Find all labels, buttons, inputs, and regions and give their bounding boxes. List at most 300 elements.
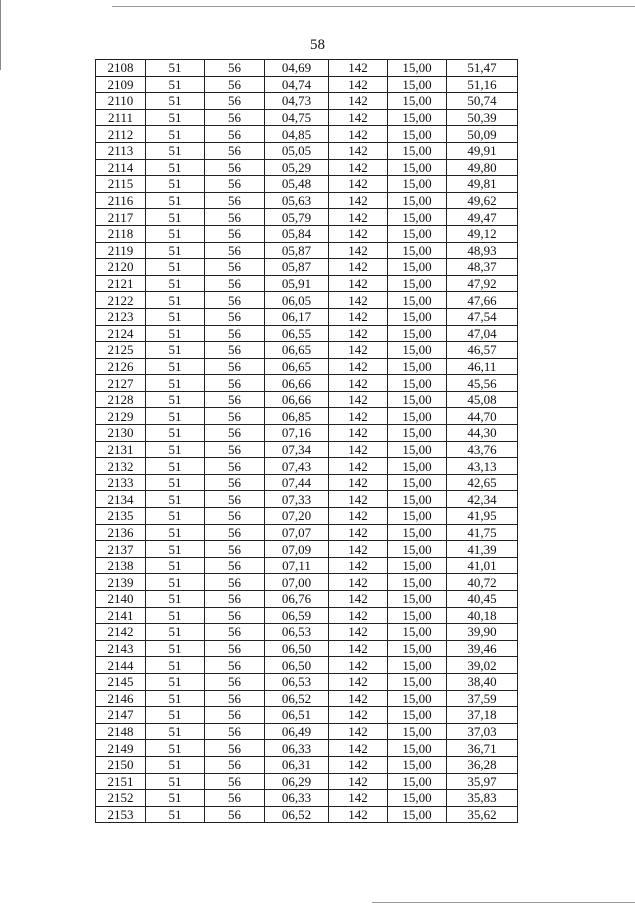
- table-cell-col-4: 04,69: [265, 60, 329, 77]
- table-cell-col-7: 51,16: [447, 76, 518, 93]
- table-cell-id: 2131: [96, 441, 146, 458]
- table-cell-col-6: 15,00: [388, 275, 447, 292]
- table-row: [96, 142, 518, 159]
- table-cell-col-7: 49,62: [447, 192, 518, 209]
- table-cell-col-7: 38,40: [447, 673, 518, 690]
- table-cell-col-4: 05,48: [265, 176, 329, 193]
- table-cell-col-5: 142: [329, 441, 388, 458]
- table-cell-col-5: 142: [329, 60, 388, 77]
- table-cell-col-3: 56: [205, 325, 265, 342]
- table-cell-col-4: 04,73: [265, 93, 329, 110]
- table-cell-col-3: 56: [205, 259, 265, 276]
- table-cell-col-3: 56: [205, 574, 265, 591]
- table-cell-col-2: 51: [146, 308, 205, 325]
- table-cell-id: 2139: [96, 574, 146, 591]
- table-cell-col-3: 56: [205, 491, 265, 508]
- table-cell-id: 2125: [96, 342, 146, 359]
- table-cell-col-4: 05,29: [265, 159, 329, 176]
- table-cell-id: 2150: [96, 756, 146, 773]
- table-cell-col-5: 142: [329, 292, 388, 309]
- table-cell-id: 2151: [96, 773, 146, 790]
- table-row: [96, 541, 518, 558]
- table-cell-col-2: 51: [146, 325, 205, 342]
- table-cell-col-3: 56: [205, 557, 265, 574]
- table-cell-col-7: 39,90: [447, 624, 518, 641]
- table-cell-id: 2143: [96, 640, 146, 657]
- table-cell-col-5: 142: [329, 93, 388, 110]
- table-cell-id: 2111: [96, 109, 146, 126]
- table-cell-col-4: 06,85: [265, 408, 329, 425]
- table-cell-col-7: 39,46: [447, 640, 518, 657]
- table-cell-col-6: 15,00: [388, 607, 447, 624]
- table-cell-col-2: 51: [146, 673, 205, 690]
- table-cell-col-3: 56: [205, 673, 265, 690]
- table-cell-col-2: 51: [146, 441, 205, 458]
- table-cell-col-6: 15,00: [388, 657, 447, 674]
- table-cell-col-4: 06,76: [265, 591, 329, 608]
- table-cell-col-5: 142: [329, 574, 388, 591]
- table-cell-col-5: 142: [329, 209, 388, 226]
- table-cell-col-2: 51: [146, 176, 205, 193]
- table-cell-col-6: 15,00: [388, 93, 447, 110]
- table-cell-col-5: 142: [329, 541, 388, 558]
- table-cell-col-6: 15,00: [388, 358, 447, 375]
- data-table: [95, 59, 518, 823]
- table-cell-col-7: 47,92: [447, 275, 518, 292]
- table-cell-col-5: 142: [329, 508, 388, 525]
- table-cell-col-3: 56: [205, 441, 265, 458]
- table-cell-col-3: 56: [205, 60, 265, 77]
- table-cell-col-7: 36,28: [447, 756, 518, 773]
- table-cell-id: 2127: [96, 375, 146, 392]
- table-cell-col-3: 56: [205, 242, 265, 259]
- table-row: [96, 657, 518, 674]
- table-cell-col-2: 51: [146, 126, 205, 143]
- table-cell-col-3: 56: [205, 275, 265, 292]
- table-cell-col-2: 51: [146, 76, 205, 93]
- table-cell-col-3: 56: [205, 723, 265, 740]
- table-cell-id: 2114: [96, 159, 146, 176]
- table-cell-col-7: 35,83: [447, 790, 518, 807]
- table-cell-col-7: 35,97: [447, 773, 518, 790]
- table-cell-id: 2142: [96, 624, 146, 641]
- table-cell-col-2: 51: [146, 773, 205, 790]
- table-cell-col-6: 15,00: [388, 707, 447, 724]
- table-cell-col-3: 56: [205, 624, 265, 641]
- table-cell-col-5: 142: [329, 391, 388, 408]
- table-cell-col-3: 56: [205, 690, 265, 707]
- table-cell-col-5: 142: [329, 225, 388, 242]
- table-cell-col-7: 41,39: [447, 541, 518, 558]
- table-cell-col-7: 44,70: [447, 408, 518, 425]
- table-cell-id: 2115: [96, 176, 146, 193]
- table-cell-col-5: 142: [329, 275, 388, 292]
- table-row: [96, 391, 518, 408]
- table-row: [96, 93, 518, 110]
- table-cell-col-3: 56: [205, 425, 265, 442]
- table-cell-col-2: 51: [146, 209, 205, 226]
- table-cell-col-2: 51: [146, 740, 205, 757]
- table-cell-col-6: 15,00: [388, 524, 447, 541]
- table-row: [96, 790, 518, 807]
- table-cell-col-3: 56: [205, 292, 265, 309]
- table-row: [96, 425, 518, 442]
- table-cell-id: 2120: [96, 259, 146, 276]
- table-cell-col-4: 06,52: [265, 690, 329, 707]
- table-cell-col-7: 37,18: [447, 707, 518, 724]
- table-cell-id: 2116: [96, 192, 146, 209]
- table-cell-col-7: 37,59: [447, 690, 518, 707]
- table-cell-id: 2141: [96, 607, 146, 624]
- table-cell-id: 2124: [96, 325, 146, 342]
- table-cell-col-6: 15,00: [388, 673, 447, 690]
- table-cell-col-4: 06,33: [265, 740, 329, 757]
- table-cell-col-5: 142: [329, 192, 388, 209]
- table-cell-col-2: 51: [146, 541, 205, 558]
- table-row: [96, 209, 518, 226]
- table-cell-col-2: 51: [146, 756, 205, 773]
- table-cell-col-7: 49,80: [447, 159, 518, 176]
- table-cell-col-4: 06,65: [265, 342, 329, 359]
- table-cell-col-4: 06,29: [265, 773, 329, 790]
- table-cell-col-5: 142: [329, 756, 388, 773]
- table-row: [96, 358, 518, 375]
- table-cell-col-5: 142: [329, 342, 388, 359]
- table-cell-col-7: 44,30: [447, 425, 518, 442]
- table-cell-col-5: 142: [329, 591, 388, 608]
- table-row: [96, 773, 518, 790]
- table-cell-col-3: 56: [205, 159, 265, 176]
- table-cell-col-4: 06,51: [265, 707, 329, 724]
- table-cell-col-6: 15,00: [388, 142, 447, 159]
- table-cell-col-6: 15,00: [388, 441, 447, 458]
- table-cell-col-3: 56: [205, 126, 265, 143]
- table-cell-col-4: 05,84: [265, 225, 329, 242]
- table-cell-col-3: 56: [205, 657, 265, 674]
- table-cell-col-7: 49,81: [447, 176, 518, 193]
- table-cell-col-2: 51: [146, 690, 205, 707]
- table-row: [96, 259, 518, 276]
- table-cell-col-2: 51: [146, 723, 205, 740]
- table-cell-id: 2153: [96, 806, 146, 823]
- table-row: [96, 607, 518, 624]
- page-bottom-rule: [372, 902, 635, 903]
- table-cell-col-6: 15,00: [388, 756, 447, 773]
- table-row: [96, 225, 518, 242]
- table-cell-col-2: 51: [146, 109, 205, 126]
- table-cell-col-5: 142: [329, 491, 388, 508]
- table-cell-col-3: 56: [205, 358, 265, 375]
- table-cell-col-4: 07,09: [265, 541, 329, 558]
- table-cell-id: 2113: [96, 142, 146, 159]
- table-cell-col-4: 07,43: [265, 458, 329, 475]
- table-cell-col-6: 15,00: [388, 790, 447, 807]
- table-cell-col-3: 56: [205, 109, 265, 126]
- table-cell-id: 2109: [96, 76, 146, 93]
- table-row: [96, 806, 518, 823]
- table-row: [96, 491, 518, 508]
- table-cell-col-4: 06,05: [265, 292, 329, 309]
- table-row: [96, 508, 518, 525]
- table-cell-col-5: 142: [329, 259, 388, 276]
- table-cell-col-4: 05,63: [265, 192, 329, 209]
- table-cell-col-5: 142: [329, 375, 388, 392]
- table-cell-col-6: 15,00: [388, 292, 447, 309]
- table-cell-id: 2126: [96, 358, 146, 375]
- table-cell-col-7: 36,71: [447, 740, 518, 757]
- table-cell-col-7: 41,95: [447, 508, 518, 525]
- page-top-rule: [112, 6, 635, 7]
- table-cell-col-2: 51: [146, 574, 205, 591]
- table-cell-col-4: 06,53: [265, 673, 329, 690]
- table-cell-col-2: 51: [146, 557, 205, 574]
- table-cell-col-4: 06,55: [265, 325, 329, 342]
- table-row: [96, 375, 518, 392]
- table-cell-col-6: 15,00: [388, 375, 447, 392]
- table-row: [96, 474, 518, 491]
- table-cell-col-4: 05,87: [265, 259, 329, 276]
- table-cell-id: 2110: [96, 93, 146, 110]
- table-cell-col-2: 51: [146, 707, 205, 724]
- table-cell-col-3: 56: [205, 375, 265, 392]
- table-cell-id: 2128: [96, 391, 146, 408]
- table-cell-col-4: 06,66: [265, 391, 329, 408]
- table-cell-id: 2138: [96, 557, 146, 574]
- table-cell-id: 2136: [96, 524, 146, 541]
- table-cell-col-7: 47,66: [447, 292, 518, 309]
- table-cell-col-7: 45,08: [447, 391, 518, 408]
- table-cell-col-2: 51: [146, 60, 205, 77]
- table-cell-col-4: 04,75: [265, 109, 329, 126]
- table-cell-col-7: 37,03: [447, 723, 518, 740]
- table-cell-id: 2133: [96, 474, 146, 491]
- table-cell-id: 2146: [96, 690, 146, 707]
- table-cell-col-3: 56: [205, 142, 265, 159]
- table-cell-col-6: 15,00: [388, 458, 447, 475]
- table-cell-col-5: 142: [329, 790, 388, 807]
- table-cell-col-6: 15,00: [388, 508, 447, 525]
- table-cell-col-5: 142: [329, 159, 388, 176]
- table-cell-id: 2137: [96, 541, 146, 558]
- table-cell-col-7: 51,47: [447, 60, 518, 77]
- table-cell-col-7: 39,02: [447, 657, 518, 674]
- table-cell-col-4: 05,87: [265, 242, 329, 259]
- table-cell-id: 2147: [96, 707, 146, 724]
- table-cell-col-6: 15,00: [388, 557, 447, 574]
- table-cell-id: 2132: [96, 458, 146, 475]
- table-row: [96, 458, 518, 475]
- table-cell-col-3: 56: [205, 607, 265, 624]
- table-cell-col-4: 05,91: [265, 275, 329, 292]
- table-cell-col-2: 51: [146, 93, 205, 110]
- table-cell-col-4: 07,16: [265, 425, 329, 442]
- table-cell-col-6: 15,00: [388, 624, 447, 641]
- table-row: [96, 557, 518, 574]
- table-row: [96, 524, 518, 541]
- table-cell-col-4: 06,49: [265, 723, 329, 740]
- table-cell-col-3: 56: [205, 756, 265, 773]
- table-cell-col-6: 15,00: [388, 806, 447, 823]
- table-cell-col-7: 42,34: [447, 491, 518, 508]
- table-cell-col-7: 47,54: [447, 308, 518, 325]
- table-row: [96, 242, 518, 259]
- table-row: [96, 176, 518, 193]
- table-cell-col-6: 15,00: [388, 126, 447, 143]
- table-cell-col-4: 06,66: [265, 375, 329, 392]
- table-row: [96, 707, 518, 724]
- table-cell-col-2: 51: [146, 358, 205, 375]
- table-cell-col-2: 51: [146, 375, 205, 392]
- table-cell-col-3: 56: [205, 391, 265, 408]
- table-cell-col-5: 142: [329, 325, 388, 342]
- table-cell-col-6: 15,00: [388, 740, 447, 757]
- table-row: [96, 441, 518, 458]
- table-cell-col-6: 15,00: [388, 408, 447, 425]
- table-cell-col-2: 51: [146, 508, 205, 525]
- table-cell-col-2: 51: [146, 425, 205, 442]
- table-cell-id: 2108: [96, 60, 146, 77]
- table-cell-col-7: 43,76: [447, 441, 518, 458]
- table-cell-col-5: 142: [329, 126, 388, 143]
- table-cell-col-5: 142: [329, 474, 388, 491]
- table-cell-col-3: 56: [205, 474, 265, 491]
- table-cell-col-3: 56: [205, 640, 265, 657]
- table-cell-col-5: 142: [329, 723, 388, 740]
- table-cell-col-6: 15,00: [388, 209, 447, 226]
- table-cell-col-6: 15,00: [388, 690, 447, 707]
- table-cell-col-7: 48,93: [447, 242, 518, 259]
- table-cell-col-5: 142: [329, 425, 388, 442]
- table-row: [96, 574, 518, 591]
- table-cell-col-2: 51: [146, 292, 205, 309]
- table-cell-col-5: 142: [329, 308, 388, 325]
- table-cell-col-7: 50,74: [447, 93, 518, 110]
- table-cell-col-7: 41,01: [447, 557, 518, 574]
- table-row: [96, 342, 518, 359]
- table-cell-col-5: 142: [329, 557, 388, 574]
- table-cell-col-4: 06,65: [265, 358, 329, 375]
- table-cell-col-2: 51: [146, 342, 205, 359]
- table-cell-col-7: 46,57: [447, 342, 518, 359]
- table-cell-col-4: 07,20: [265, 508, 329, 525]
- table-row: [96, 192, 518, 209]
- table-cell-col-3: 56: [205, 740, 265, 757]
- table-row: [96, 292, 518, 309]
- table-row: [96, 723, 518, 740]
- table-cell-col-6: 15,00: [388, 60, 447, 77]
- table-cell-col-2: 51: [146, 624, 205, 641]
- table-cell-col-2: 51: [146, 790, 205, 807]
- table-cell-col-2: 51: [146, 657, 205, 674]
- table-cell-col-5: 142: [329, 458, 388, 475]
- table-cell-col-5: 142: [329, 690, 388, 707]
- table-cell-id: 2122: [96, 292, 146, 309]
- table-cell-col-3: 56: [205, 209, 265, 226]
- table-cell-col-2: 51: [146, 408, 205, 425]
- table-cell-col-6: 15,00: [388, 574, 447, 591]
- table-cell-id: 2112: [96, 126, 146, 143]
- table-cell-col-3: 56: [205, 773, 265, 790]
- table-cell-col-2: 51: [146, 259, 205, 276]
- table-cell-col-7: 46,11: [447, 358, 518, 375]
- table-cell-id: 2145: [96, 673, 146, 690]
- table-cell-id: 2134: [96, 491, 146, 508]
- table-cell-col-7: 41,75: [447, 524, 518, 541]
- table-cell-col-6: 15,00: [388, 225, 447, 242]
- table-cell-col-6: 15,00: [388, 325, 447, 342]
- table-cell-col-6: 15,00: [388, 259, 447, 276]
- table-cell-id: 2129: [96, 408, 146, 425]
- table-row: [96, 408, 518, 425]
- table-cell-col-7: 35,62: [447, 806, 518, 823]
- table-cell-col-5: 142: [329, 242, 388, 259]
- table-cell-col-2: 51: [146, 142, 205, 159]
- table-cell-id: 2144: [96, 657, 146, 674]
- table-cell-col-2: 51: [146, 591, 205, 608]
- table-row: [96, 640, 518, 657]
- table-cell-col-2: 51: [146, 192, 205, 209]
- table-cell-col-3: 56: [205, 458, 265, 475]
- table-cell-col-4: 04,85: [265, 126, 329, 143]
- table-row: [96, 126, 518, 143]
- table-cell-col-5: 142: [329, 408, 388, 425]
- table-cell-col-5: 142: [329, 76, 388, 93]
- table-cell-col-2: 51: [146, 225, 205, 242]
- table-cell-col-4: 06,59: [265, 607, 329, 624]
- table-cell-col-7: 40,45: [447, 591, 518, 608]
- table-cell-col-6: 15,00: [388, 308, 447, 325]
- table-cell-col-7: 43,13: [447, 458, 518, 475]
- table-cell-col-2: 51: [146, 640, 205, 657]
- table-cell-col-2: 51: [146, 391, 205, 408]
- table-cell-col-2: 51: [146, 524, 205, 541]
- table-cell-col-3: 56: [205, 93, 265, 110]
- table-cell-col-7: 49,47: [447, 209, 518, 226]
- table-cell-col-4: 05,05: [265, 142, 329, 159]
- table-cell-col-5: 142: [329, 740, 388, 757]
- table-cell-col-5: 142: [329, 707, 388, 724]
- table-cell-id: 2121: [96, 275, 146, 292]
- table-cell-id: 2118: [96, 225, 146, 242]
- table-cell-col-6: 15,00: [388, 491, 447, 508]
- table-cell-col-6: 15,00: [388, 391, 447, 408]
- table-cell-col-4: 05,79: [265, 209, 329, 226]
- table-cell-col-6: 15,00: [388, 591, 447, 608]
- table-cell-id: 2140: [96, 591, 146, 608]
- table-cell-col-4: 06,17: [265, 308, 329, 325]
- table-cell-col-5: 142: [329, 673, 388, 690]
- table-cell-col-5: 142: [329, 176, 388, 193]
- table-cell-col-6: 15,00: [388, 176, 447, 193]
- table-cell-col-5: 142: [329, 806, 388, 823]
- table-cell-col-2: 51: [146, 458, 205, 475]
- table-cell-col-3: 56: [205, 524, 265, 541]
- table-cell-col-6: 15,00: [388, 640, 447, 657]
- table-cell-col-7: 50,09: [447, 126, 518, 143]
- table-cell-id: 2117: [96, 209, 146, 226]
- table-cell-id: 2135: [96, 508, 146, 525]
- table-cell-col-5: 142: [329, 524, 388, 541]
- table-cell-col-7: 42,65: [447, 474, 518, 491]
- table-cell-id: 2149: [96, 740, 146, 757]
- table-cell-col-6: 15,00: [388, 773, 447, 790]
- table-cell-col-5: 142: [329, 773, 388, 790]
- table-cell-col-2: 51: [146, 607, 205, 624]
- table-cell-col-3: 56: [205, 225, 265, 242]
- table-cell-col-5: 142: [329, 657, 388, 674]
- table-row: [96, 673, 518, 690]
- table-cell-col-5: 142: [329, 640, 388, 657]
